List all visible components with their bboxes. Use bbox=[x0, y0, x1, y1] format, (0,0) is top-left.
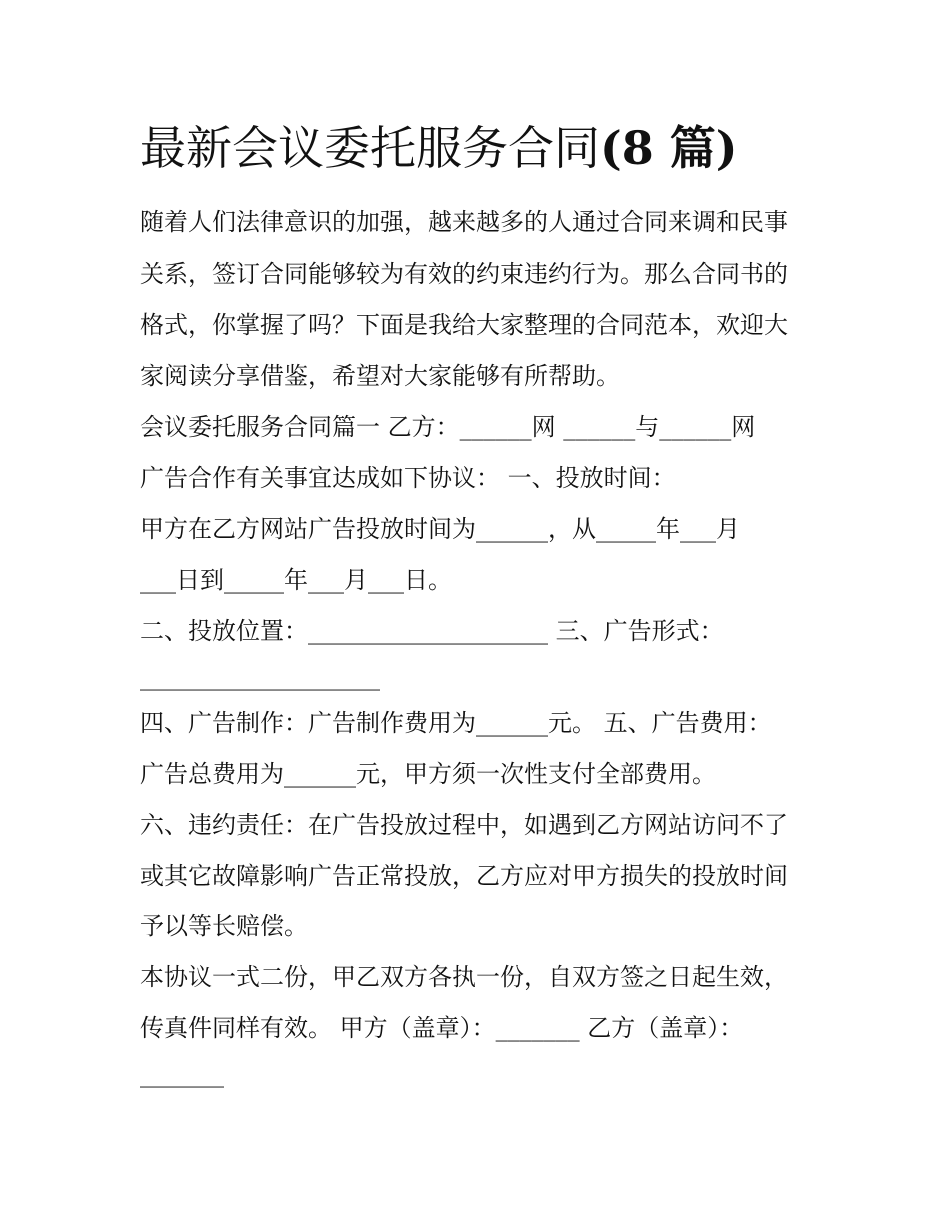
paragraph-line: 或其它故障影响广告正常投放，乙方应对甲方损失的投放时间 bbox=[140, 862, 788, 890]
title-main: 最新会议委托服务合同 bbox=[140, 121, 600, 175]
paragraph-line: 广告总费用为______元，甲方须一次性支付全部费用。 bbox=[140, 760, 716, 788]
paragraph-line: ____________________ bbox=[140, 663, 380, 691]
paragraph-line: 会议委托服务合同篇一 乙方：______网 ______与______网 bbox=[140, 413, 756, 441]
paragraph-line: 广告合作有关事宜达成如下协议： 一、投放时间： bbox=[140, 464, 676, 492]
paragraph-line: 本协议一式二份，甲乙双方各执一份，自双方签之日起生效， bbox=[140, 963, 788, 991]
document-title bbox=[140, 118, 738, 178]
paragraph-line: 随着人们法律意识的加强，越来越多的人通过合同来调和民事 bbox=[140, 208, 788, 236]
paragraph-line: 家阅读分享借鉴，希望对大家能够有所帮助。 bbox=[140, 362, 620, 390]
paragraph-line: 四、广告制作：广告制作费用为______元。 五、广告费用： bbox=[140, 709, 772, 737]
title-suffix: (8 篇) bbox=[600, 121, 738, 175]
paragraph-line: _______ bbox=[140, 1060, 224, 1088]
paragraph-line: 予以等长赔偿。 bbox=[140, 912, 308, 940]
paragraph-line: ___日到_____年___月___日。 bbox=[140, 566, 452, 594]
paragraph-line: 格式，你掌握了吗？下面是我给大家整理的合同范本，欢迎大 bbox=[140, 311, 788, 339]
paragraph-line: 传真件同样有效。 甲方（盖章）：_______ 乙方（盖章）： bbox=[140, 1014, 744, 1042]
paragraph-line: 甲方在乙方网站广告投放时间为______，从_____年___月 bbox=[140, 515, 740, 543]
paragraph-line: 六、违约责任：在广告投放过程中，如遇到乙方网站访问不了 bbox=[140, 811, 788, 839]
paragraph-line: 关系，签订合同能够较为有效的约束违约行为。那么合同书的 bbox=[140, 260, 788, 288]
paragraph-line: 二、投放位置：____________________ 三、广告形式： bbox=[140, 617, 724, 645]
